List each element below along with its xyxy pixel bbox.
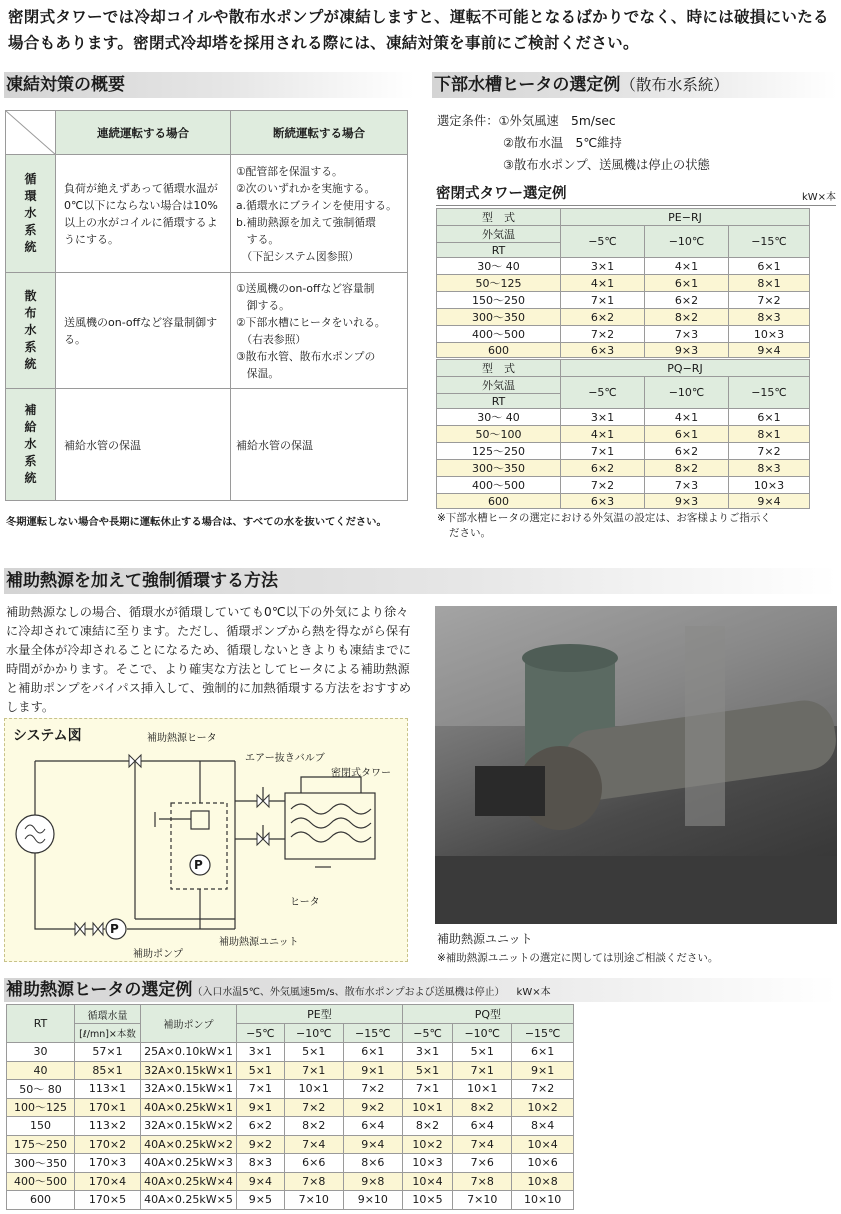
table-cell: 6×1 xyxy=(512,1043,574,1062)
table-row xyxy=(7,1172,574,1191)
table-cell: 175〜250 xyxy=(7,1135,75,1154)
heater-heading-main: 下部水槽ヒータの選定例 xyxy=(434,75,621,95)
table-cell: 10×1 xyxy=(402,1098,452,1117)
table-cell: 7×2 xyxy=(729,292,810,309)
line: 保温。 xyxy=(236,366,280,380)
table-cell: 125〜250 xyxy=(437,443,561,460)
table-cell: 40A×0.25kW×2 xyxy=(141,1135,237,1154)
table-cell: 50〜125 xyxy=(437,275,561,292)
table-cell: 57×1 xyxy=(75,1043,141,1062)
table-cell: 600 xyxy=(437,494,561,509)
temp-header: −10℃ xyxy=(453,1024,512,1043)
table-cell: 40A×0.25kW×1 xyxy=(141,1098,237,1117)
table-cell: 40 xyxy=(7,1061,75,1080)
table-cell: 170×1 xyxy=(75,1098,141,1117)
table-cell: 7×2 xyxy=(343,1080,402,1099)
selection-conditions xyxy=(437,110,710,176)
table-cell: 6×1 xyxy=(343,1043,402,1062)
table-cell: 300〜350 xyxy=(7,1154,75,1173)
temp-header: −5℃ xyxy=(561,377,645,409)
table-cell: 150 xyxy=(7,1117,75,1136)
table-cell: 8×4 xyxy=(512,1117,574,1136)
table-row xyxy=(437,443,810,460)
table-cell: 25A×0.10kW×1 xyxy=(141,1043,237,1062)
table-row xyxy=(437,426,810,443)
table-cell: 8×6 xyxy=(343,1154,402,1173)
table-cell: 7×1 xyxy=(284,1061,343,1080)
table-cell: 7×2 xyxy=(561,326,645,343)
table-cell: 10×4 xyxy=(512,1135,574,1154)
heater-heading xyxy=(432,72,837,98)
table-cell: 7×10 xyxy=(453,1191,512,1210)
table-cell: 10×1 xyxy=(453,1080,512,1099)
table-cell: 300〜350 xyxy=(437,309,561,326)
heater-heading-suffix: （散布水系統） xyxy=(620,76,729,94)
table-cell: 9×1 xyxy=(237,1098,285,1117)
table-cell: 8×1 xyxy=(729,426,810,443)
table-cell: 8×2 xyxy=(645,460,729,477)
table-row xyxy=(7,1154,574,1173)
heater-note-line: ださい。 xyxy=(449,527,491,539)
col-flow: 循環水量 xyxy=(75,1005,141,1024)
table-cell: 10×2 xyxy=(512,1098,574,1117)
table-cell: 10×8 xyxy=(512,1172,574,1191)
temp-header: −10℃ xyxy=(645,226,729,258)
table-cell: 30〜 40 xyxy=(437,409,561,426)
table-cell: 8×2 xyxy=(645,309,729,326)
table-cell: 170×4 xyxy=(75,1172,141,1191)
table-cell: 50〜 80 xyxy=(7,1080,75,1099)
table-row xyxy=(7,1061,574,1080)
table-cell: 9×3 xyxy=(645,343,729,358)
rt-label: RT xyxy=(437,394,561,409)
table-cell: 50〜100 xyxy=(437,426,561,443)
row-label: 補給水系統 xyxy=(24,403,37,485)
row-label: 循環水系統 xyxy=(24,172,37,254)
table-cell: 4×1 xyxy=(561,275,645,292)
cell-continuous: 負荷が絶えずあって循環水温が0℃以下にならない場合は10%以上の水がコイルに循環するようにする。 xyxy=(56,155,231,273)
temp-header: −15℃ xyxy=(729,226,810,258)
table-cell: 5×1 xyxy=(402,1061,452,1080)
col-pe: PE型 xyxy=(237,1005,403,1024)
table-cell: 40A×0.25kW×4 xyxy=(141,1172,237,1191)
table-cell: 6×3 xyxy=(561,494,645,509)
table-cell: 9×8 xyxy=(343,1172,402,1191)
cond-item: ①外気風速 5m/sec xyxy=(498,114,616,128)
freeze-table xyxy=(5,110,408,501)
table-row xyxy=(437,275,810,292)
table-cell: 4×1 xyxy=(561,426,645,443)
table-cell: 32A×0.15kW×2 xyxy=(141,1117,237,1136)
forced-heading: 補助熱源を加えて強制循環する方法 xyxy=(4,568,837,594)
col-pq: PQ型 xyxy=(402,1005,573,1024)
pump-symbol: P xyxy=(110,922,119,936)
table-cell: 7×1 xyxy=(453,1061,512,1080)
table-cell: 6×1 xyxy=(645,275,729,292)
label-tower: 密閉式タワー xyxy=(331,768,391,779)
label-heater: 補助熱源ヒータ xyxy=(147,733,217,744)
table-cell: 9×1 xyxy=(512,1061,574,1080)
cond-item: ③散布水ポンプ、送風機は停止の状態 xyxy=(503,158,710,172)
table-cell: 6×2 xyxy=(645,443,729,460)
temp-header: −10℃ xyxy=(284,1024,343,1043)
table-cell: 10×6 xyxy=(512,1154,574,1173)
label-heater2: ヒータ xyxy=(290,897,320,908)
table-cell: 9×2 xyxy=(343,1098,402,1117)
table-cell: 7×4 xyxy=(284,1135,343,1154)
table-cell: 600 xyxy=(7,1191,75,1210)
type-label: 型 式 xyxy=(437,209,561,226)
table-cell: 8×2 xyxy=(284,1117,343,1136)
table-cell: 9×1 xyxy=(343,1061,402,1080)
table-cell: 113×1 xyxy=(75,1080,141,1099)
table-cell: 9×10 xyxy=(343,1191,402,1210)
cell-intermittent: 補給水管の保温 xyxy=(231,389,408,501)
cell-intermittent xyxy=(231,155,408,273)
line: ②下部水槽にヒータをいれる。 xyxy=(236,315,386,329)
table-cell: 6×2 xyxy=(561,460,645,477)
table-row xyxy=(7,1080,574,1099)
tower-subheading-text: 密閉式タワー選定例 xyxy=(436,186,567,202)
table-cell: 7×2 xyxy=(561,477,645,494)
table-cell: 400〜500 xyxy=(7,1172,75,1191)
temp-header: −5℃ xyxy=(237,1024,285,1043)
table-cell: 400〜500 xyxy=(437,326,561,343)
table-cell: 7×1 xyxy=(402,1080,452,1099)
table-cell: 7×1 xyxy=(561,443,645,460)
table-cell: 7×4 xyxy=(453,1135,512,1154)
col-continuous: 連続運転する場合 xyxy=(56,111,231,155)
intro-text: 密閉式タワーでは冷却コイルや散布水ポンプが凍結しますと、運転不可能となるばかりでなく、時には破損にいたる場合もあります。密閉式冷却塔を採用される際には、凍結対策を事前にご検討ください。 xyxy=(8,8,829,52)
table-cell: 8×3 xyxy=(729,309,810,326)
air-label: 外気温 xyxy=(437,377,561,394)
aux-heading-note: （入口水温5℃、外気風速5m/s、散布水ポンプおよび送風機は停止） xyxy=(192,987,505,998)
table-cell: 4×1 xyxy=(645,258,729,275)
table-cell: 5×1 xyxy=(237,1061,285,1080)
aux-heading xyxy=(4,978,837,1002)
table-row xyxy=(7,1117,574,1136)
table-cell: 9×3 xyxy=(645,494,729,509)
pq-rj-table xyxy=(436,359,810,509)
temp-header: −5℃ xyxy=(402,1024,452,1043)
table-row xyxy=(7,1135,574,1154)
line: ③散布水管、散布水ポンプの xyxy=(236,349,376,363)
table-cell: 6×2 xyxy=(237,1117,285,1136)
table-cell: 7×2 xyxy=(729,443,810,460)
table-cell: 10×2 xyxy=(402,1135,452,1154)
rt-label: RT xyxy=(437,243,561,258)
table-cell: 6×1 xyxy=(729,409,810,426)
table-row xyxy=(437,460,810,477)
freeze-note: 冬期運転しない場合や長期に運転休止する場合は、すべての水を抜いてください。 xyxy=(6,516,387,528)
table-cell: 7×8 xyxy=(284,1172,343,1191)
table-cell: 7×3 xyxy=(645,477,729,494)
table-cell: 32A×0.15kW×1 xyxy=(141,1061,237,1080)
table-cell: 7×2 xyxy=(512,1080,574,1099)
table-cell: 30〜 40 xyxy=(437,258,561,275)
table-cell: 8×2 xyxy=(453,1098,512,1117)
cond-label: 選定条件： xyxy=(437,114,499,128)
aux-heading-main: 補助熱源ヒータの選定例 xyxy=(6,980,193,1000)
model-name: PQ−RJ xyxy=(561,360,810,377)
table-cell: 6×4 xyxy=(343,1117,402,1136)
aux-table xyxy=(6,1004,574,1210)
heater-note-line: ※下部水槽ヒータの選定における外気温の設定は、お客様よりご指示く xyxy=(437,512,771,524)
photo-caption: 補助熱源ユニット xyxy=(437,932,533,946)
table-row xyxy=(437,343,810,358)
table-cell: 300〜350 xyxy=(437,460,561,477)
table-cell: 6×3 xyxy=(561,343,645,358)
table-cell: 7×6 xyxy=(453,1154,512,1173)
table-cell: 3×1 xyxy=(237,1043,285,1062)
table-cell: 170×5 xyxy=(75,1191,141,1210)
table-cell: 7×3 xyxy=(645,326,729,343)
table-cell: 9×4 xyxy=(729,343,810,358)
table-cell: 170×3 xyxy=(75,1154,141,1173)
line: する。 xyxy=(236,232,280,246)
freeze-heading: 凍結対策の概要 xyxy=(4,72,414,98)
table-cell: 113×2 xyxy=(75,1117,141,1136)
line: （下記システム図参照） xyxy=(236,249,360,263)
table-cell: 30 xyxy=(7,1043,75,1062)
table-cell: 8×1 xyxy=(729,275,810,292)
tower-subheading xyxy=(436,184,836,206)
table-cell: 4×1 xyxy=(645,409,729,426)
table-cell: 40A×0.25kW×5 xyxy=(141,1191,237,1210)
cell-continuous: 送風機のon-offなど容量制御する。 xyxy=(56,273,231,389)
table-row xyxy=(437,309,810,326)
corner-cell xyxy=(6,111,56,155)
table-cell: 7×8 xyxy=(453,1172,512,1191)
table-cell: 6×2 xyxy=(561,309,645,326)
line: b.補助熱源を加えて強制循環 xyxy=(236,215,376,229)
table-cell: 9×4 xyxy=(729,494,810,509)
type-label: 型 式 xyxy=(437,360,561,377)
col-flow-unit: [ℓ/mn]×本数 xyxy=(75,1024,141,1043)
table-row xyxy=(437,258,810,275)
table-cell: 10×3 xyxy=(402,1154,452,1173)
table-cell: 10×10 xyxy=(512,1191,574,1210)
table-cell: 600 xyxy=(437,343,561,358)
table-cell: 10×3 xyxy=(729,326,810,343)
line: （右表参照） xyxy=(236,332,307,346)
cell-continuous: 補給水管の保温 xyxy=(56,389,231,501)
pump-symbol: P xyxy=(194,858,203,872)
line: a.循環水にブラインを使用する。 xyxy=(236,198,397,212)
table-cell: 32A×0.15kW×1 xyxy=(141,1080,237,1099)
table-cell: 6×2 xyxy=(645,292,729,309)
table-row xyxy=(7,1043,574,1062)
diagram-title: システム図 xyxy=(13,728,82,744)
table-row xyxy=(437,409,810,426)
table-row xyxy=(437,292,810,309)
air-label: 外気温 xyxy=(437,226,561,243)
table-cell: 5×1 xyxy=(284,1043,343,1062)
table-row xyxy=(437,477,810,494)
table-cell: 8×3 xyxy=(729,460,810,477)
table-cell: 7×1 xyxy=(237,1080,285,1099)
table-cell: 3×1 xyxy=(561,409,645,426)
table-cell: 3×1 xyxy=(561,258,645,275)
table-cell: 170×2 xyxy=(75,1135,141,1154)
temp-header: −10℃ xyxy=(645,377,729,409)
table-cell: 8×2 xyxy=(402,1117,452,1136)
table-row xyxy=(7,1098,574,1117)
photo-note: ※補助熱源ユニットの選定に関しては別途ご相談ください。 xyxy=(437,952,719,964)
temp-header: −15℃ xyxy=(512,1024,574,1043)
aux-unit: kW×本 xyxy=(516,987,551,998)
temp-header: −15℃ xyxy=(343,1024,402,1043)
table-row xyxy=(7,1191,574,1210)
col-rt: RT xyxy=(7,1005,75,1043)
cond-item: ②散布水温 5℃維持 xyxy=(503,136,622,150)
label-unit: 補助熱源ユニット xyxy=(219,937,299,948)
temp-header: −15℃ xyxy=(729,377,810,409)
table-cell: 100〜125 xyxy=(7,1098,75,1117)
table-cell: 6×1 xyxy=(729,258,810,275)
table-cell: 85×1 xyxy=(75,1061,141,1080)
table-cell: 10×3 xyxy=(729,477,810,494)
table-cell: 10×5 xyxy=(402,1191,452,1210)
table-cell: 10×4 xyxy=(402,1172,452,1191)
table-cell: 7×1 xyxy=(561,292,645,309)
line: ①配管部を保温する。 xyxy=(236,164,343,178)
diagram-lines xyxy=(5,719,409,963)
table-row xyxy=(437,326,810,343)
line: ①送風機のon-offなど容量制 xyxy=(236,281,375,295)
heater-note xyxy=(437,511,837,541)
table-cell: 3×1 xyxy=(402,1043,452,1062)
line: 御する。 xyxy=(236,298,290,312)
table-cell: 7×2 xyxy=(284,1098,343,1117)
table-cell: 150〜250 xyxy=(437,292,561,309)
table-cell: 7×10 xyxy=(284,1191,343,1210)
table-cell: 8×3 xyxy=(237,1154,285,1173)
label-air-valve: エアー抜きバルブ xyxy=(245,753,325,764)
pe-rj-table xyxy=(436,208,810,358)
table-cell: 6×4 xyxy=(453,1117,512,1136)
photo-art xyxy=(435,606,837,924)
label-pump: 補助ポンプ xyxy=(133,949,183,960)
table-cell: 6×6 xyxy=(284,1154,343,1173)
table-cell: 10×1 xyxy=(284,1080,343,1099)
temp-header: −5℃ xyxy=(561,226,645,258)
table-cell: 9×4 xyxy=(237,1172,285,1191)
table-cell: 5×1 xyxy=(453,1043,512,1062)
aux-unit-photo xyxy=(435,606,837,924)
table-cell: 9×5 xyxy=(237,1191,285,1210)
system-diagram xyxy=(4,718,408,962)
table-cell: 9×4 xyxy=(343,1135,402,1154)
table-cell: 9×2 xyxy=(237,1135,285,1154)
table-row xyxy=(437,494,810,509)
line: ②次のいずれかを実施する。 xyxy=(236,181,376,195)
table-cell: 6×1 xyxy=(645,426,729,443)
row-label: 散布水系統 xyxy=(24,289,37,371)
col-intermittent: 断続運転する場合 xyxy=(231,111,408,155)
table-cell: 40A×0.25kW×3 xyxy=(141,1154,237,1173)
table-cell: 400〜500 xyxy=(437,477,561,494)
cell-intermittent xyxy=(231,273,408,389)
model-name: PE−RJ xyxy=(561,209,810,226)
forced-body: 補助熱源なしの場合、循環水が循環していても0℃以下の外気により徐々に冷却されて凍結に至ります。ただし、循環ポンプから熱を得ながら保有水量全体が冷却されることになるため、循環しないときよりも凍結までに時間がかかります。そこで、より確実な方法としてヒータによる補助熱源と補助ポンプをバイパス挿入して、強制的に加熱循環する方法をおすすめします。 xyxy=(6,605,412,714)
col-pump: 補助ポンプ xyxy=(141,1005,237,1043)
tower-unit: kW×本 xyxy=(801,192,836,203)
